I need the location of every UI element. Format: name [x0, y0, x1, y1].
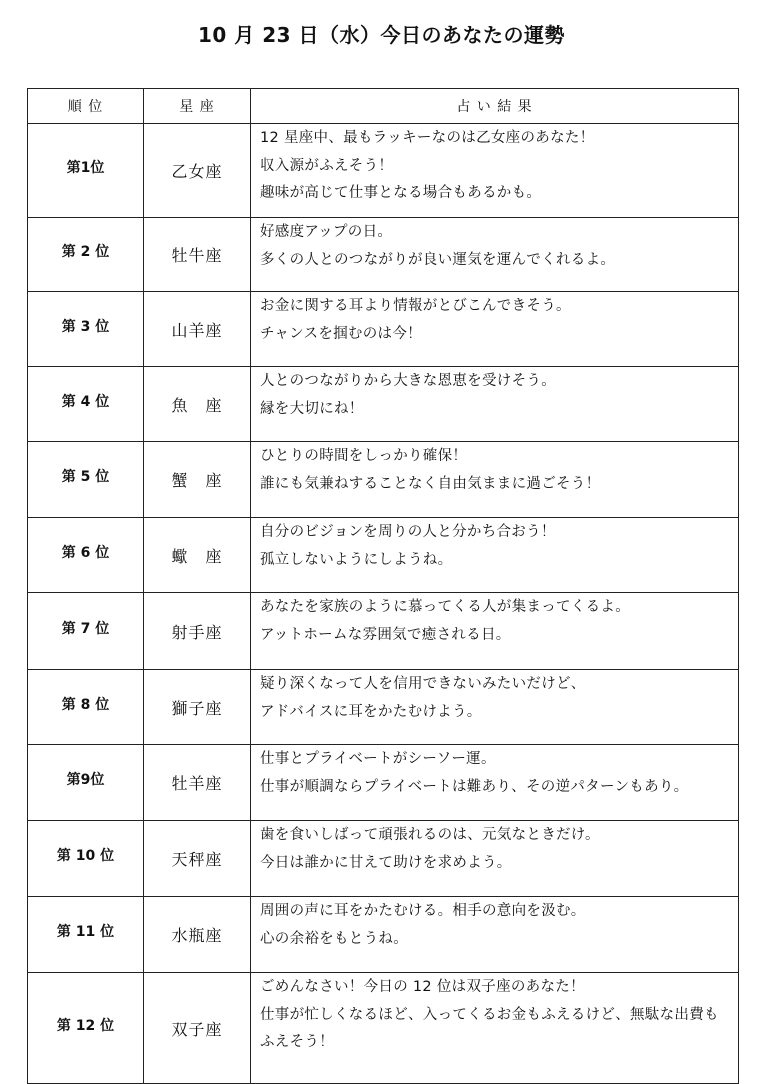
result-line: チャンスを掴むのは今！ [260, 325, 422, 342]
result-cell [251, 745, 739, 821]
sign-cell: 乙女座 [144, 124, 251, 218]
rank-cell: 第9位 [28, 745, 144, 821]
rank-cell: 第 3 位 [28, 292, 144, 367]
table-row [28, 518, 739, 593]
result-line: 仕事が忙しくなるほど、入ってくるお金もふえるけど、無駄な出費も [260, 1006, 719, 1023]
result-cell [251, 124, 739, 218]
header-sign: 星 座 [144, 89, 251, 124]
table-row [28, 593, 739, 670]
rank-cell: 第 5 位 [28, 442, 144, 518]
result-line: 縁を大切にね！ [260, 400, 364, 417]
table-row [28, 973, 739, 1084]
result-cell [251, 218, 739, 292]
result-line: 孤立しないようにしようね。 [260, 551, 453, 568]
result-cell [251, 292, 739, 367]
table-row [28, 292, 739, 367]
table-row [28, 745, 739, 821]
result-line: 仕事とプライベートがシーソー運。 [260, 751, 496, 767]
table-row [28, 897, 739, 973]
result-line: 好感度アップの日。 [260, 224, 393, 240]
rank-cell: 第 4 位 [28, 367, 144, 442]
result-line: 仕事が順調ならプライベートは難あり、その逆パターンもあり。 [260, 778, 689, 795]
result-cell [251, 442, 739, 518]
result-line: 今日は誰かに甘えて助けを求めよう。 [260, 854, 512, 871]
result-line: 多くの人とのつながりが良い運気を運んでくれるよ。 [260, 251, 616, 268]
result-line: 周囲の声に耳をかたむける。相手の意向を汲む。 [260, 903, 586, 919]
result-cell [251, 897, 739, 973]
result-cell [251, 367, 739, 442]
result-line: 誰にも気兼ねすることなく自由気ままに過ごそう！ [260, 475, 601, 492]
result-line: 疑り深くなって人を信用できないみたいだけど、 [260, 676, 586, 692]
table-row [28, 367, 739, 442]
table-header-row [28, 89, 739, 124]
result-line: 12 星座中、最もラッキーなのは乙女座のあなた！ [260, 130, 595, 146]
sign-cell: 山羊座 [144, 292, 251, 367]
table-row [28, 124, 739, 218]
result-line: あなたを家族のように慕ってくる人が集まってくるよ。 [260, 599, 630, 615]
result-line: 趣味が高じて仕事となる場合もあるかも。 [260, 185, 542, 201]
result-cell [251, 973, 739, 1084]
table-row [28, 218, 739, 292]
rank-cell: 第 12 位 [28, 973, 144, 1084]
header-rank: 順 位 [28, 89, 144, 124]
table-row [28, 821, 739, 897]
sign-cell: 牡羊座 [144, 745, 251, 821]
result-line: アドバイスに耳をかたむけよう。 [260, 703, 482, 720]
result-cell [251, 670, 739, 745]
table-row [28, 670, 739, 745]
result-line: 収入源がふえそう！ [260, 157, 394, 174]
result-cell [251, 518, 739, 593]
page-title: 10 月 23 日（水）今日のあなたの運勢 [197, 23, 566, 47]
result-line: 自分のビジョンを周りの人と分かち合おう！ [260, 524, 556, 540]
sign-cell: 天秤座 [144, 821, 251, 897]
result-cell [251, 593, 739, 670]
rank-cell: 第 7 位 [28, 593, 144, 670]
sign-cell: 射手座 [144, 593, 251, 670]
sign-cell: 蟹 座 [144, 442, 251, 518]
result-line: 心の余裕をもとうね。 [260, 930, 408, 947]
header-result: 占 い 結 果 [251, 89, 739, 124]
sign-cell: 蠍 座 [144, 518, 251, 593]
result-line: ひとりの時間をしっかり確保！ [260, 448, 468, 464]
result-line: お金に関する耳より情報がとびこんできそう。 [260, 298, 571, 314]
sign-cell: 双子座 [144, 973, 251, 1084]
result-line: アットホームな雰囲気で癒される日。 [260, 626, 511, 643]
result-line: ふえそう！ [260, 1034, 334, 1050]
sign-cell: 牡牛座 [144, 218, 251, 292]
rank-cell: 第 10 位 [28, 821, 144, 897]
result-cell [251, 821, 739, 897]
result-line: 歯を食いしばって頑張れるのは、元気なときだけ。 [260, 827, 600, 843]
rank-cell: 第 2 位 [28, 218, 144, 292]
table-row [28, 442, 739, 518]
sign-cell: 獅子座 [144, 670, 251, 745]
sign-cell: 魚 座 [144, 367, 251, 442]
rank-cell: 第1位 [28, 124, 144, 218]
horoscope-table [27, 88, 739, 1084]
sign-cell: 水瓶座 [144, 897, 251, 973]
rank-cell: 第 11 位 [28, 897, 144, 973]
rank-cell: 第 6 位 [28, 518, 144, 593]
result-line: 人とのつながりから大きな恩恵を受けそう。 [260, 373, 556, 389]
result-line: ごめんなさい！今日の 12 位は双子座のあなた！ [260, 979, 585, 995]
rank-cell: 第 8 位 [28, 670, 144, 745]
